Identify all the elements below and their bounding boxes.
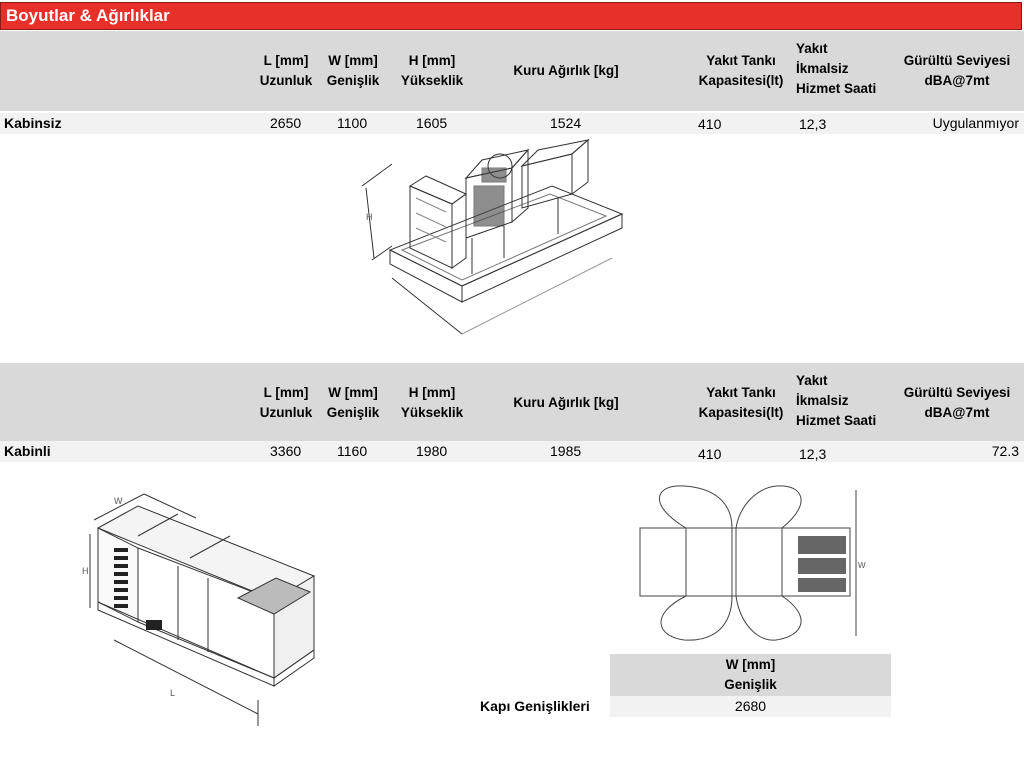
header-height: H [mm] Yükseklik (400, 53, 464, 88)
value-dry-weight: 1985 (550, 443, 582, 459)
value-width: 1100 (337, 115, 368, 131)
header-height: H [mm] Yükseklik (400, 385, 464, 420)
table-row-open (0, 113, 1024, 134)
header-fuel-tank: Yakıt Tankı Kapasitesi(lt) (698, 385, 784, 420)
value-length: 3360 (270, 443, 302, 459)
header-service-hours: Yakıt İkmalsiz Hizmet Saati (796, 373, 877, 428)
height-dim-label: H (82, 566, 89, 576)
header-width: W [mm] Genişlik (326, 53, 380, 88)
height-dim-label: H (366, 212, 373, 222)
table-header-canopy (0, 363, 1024, 443)
header-length: L [mm] Uzunluk (259, 53, 313, 88)
value-height: 1980 (416, 443, 448, 459)
value-width: 1160 (337, 443, 368, 459)
header-service-hours: Yakıt İkmalsiz Hizmet Saati (796, 41, 877, 96)
length-dim-label: L (170, 688, 176, 698)
header-noise: Gürültü Seviyesi dBA@7mt (903, 53, 1011, 88)
table-row-canopy (0, 441, 1024, 462)
header-dry-weight: Kuru Ağırlık [kg] (513, 395, 619, 410)
value-dry-weight: 1524 (550, 115, 582, 131)
row-label: Kabinsiz (4, 115, 62, 131)
canopy-top-view-drawing (636, 484, 866, 646)
door-widths-label: Kapı Genişlikleri (480, 698, 590, 714)
door-widths-header (610, 654, 891, 696)
open-generator-drawing (362, 138, 630, 338)
row-label: Kabinli (4, 443, 51, 459)
value-fuel-tank: 410 (698, 116, 722, 132)
width-dim-label: W (858, 561, 866, 570)
header-noise: Gürültü Seviyesi dBA@7mt (903, 385, 1011, 420)
width-dim-label: W (114, 496, 123, 506)
header-dry-weight: Kuru Ağırlık [kg] (513, 63, 619, 78)
header-width: W [mm] Genişlik (326, 385, 380, 420)
door-widths-value: 2680 (610, 696, 891, 717)
value-noise: 72.3 (991, 443, 1019, 459)
header-fuel-tank: Yakıt Tankı Kapasitesi(lt) (698, 53, 784, 88)
canopy-generator-drawing (78, 490, 278, 734)
value-noise: Uygulanmıyor (932, 115, 1019, 131)
door-widths-header-text: W [mm] Genişlik (724, 657, 777, 692)
value-service-hours: 12,3 (799, 116, 827, 132)
header-length: L [mm] Uzunluk (259, 385, 313, 420)
value-length: 2650 (270, 115, 302, 131)
value-height: 1605 (416, 115, 448, 131)
section-title: Boyutlar & Ağırlıklar (0, 2, 1022, 30)
value-fuel-tank: 410 (698, 446, 722, 462)
value-service-hours: 12,3 (799, 446, 827, 462)
table-header-open (0, 31, 1024, 111)
